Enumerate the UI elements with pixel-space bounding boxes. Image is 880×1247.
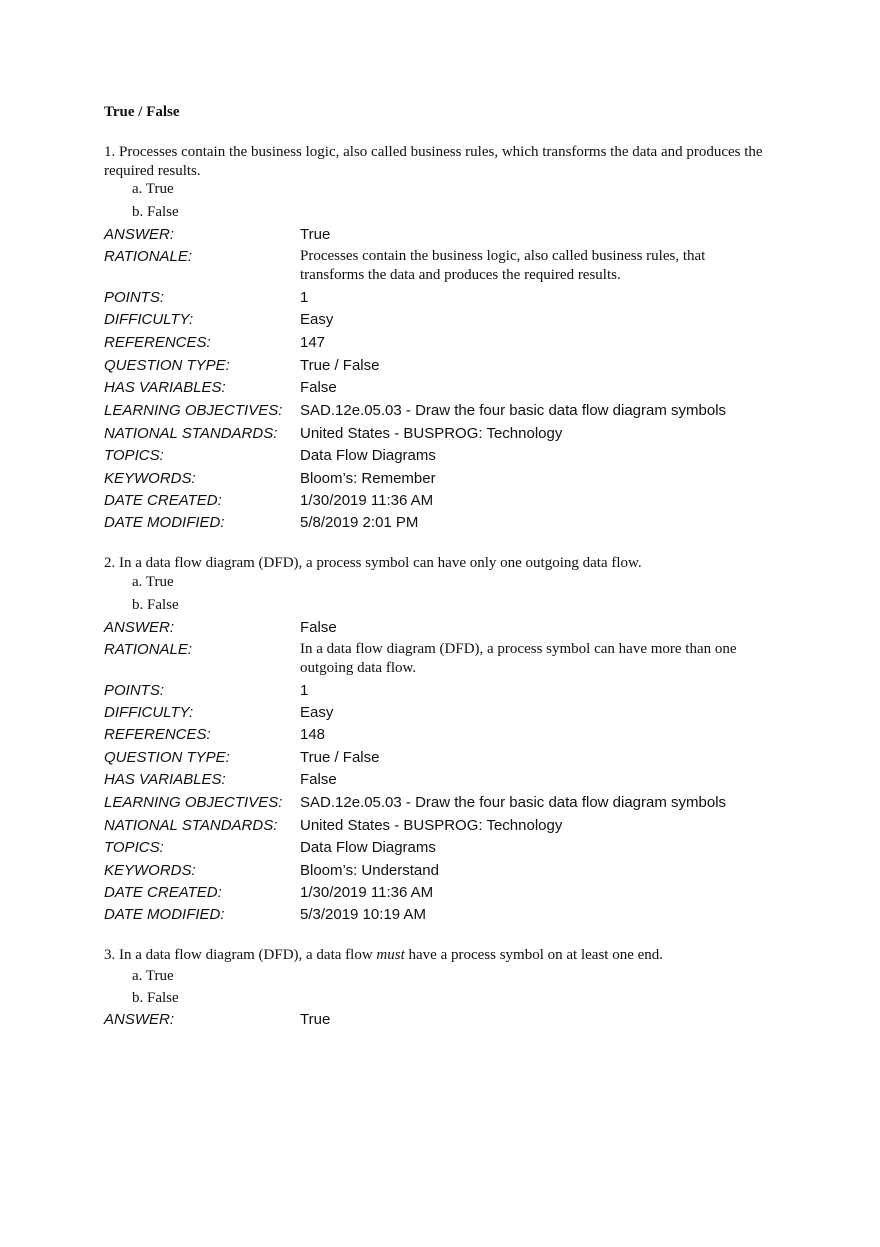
question-2-national-standards-row — [104, 815, 804, 837]
difficulty-value: Easy — [300, 311, 334, 328]
question-2-difficulty-row — [104, 702, 804, 724]
date-created-label: DATE CREATED: — [104, 884, 222, 901]
question-1-question-type-row — [104, 355, 804, 377]
national-standards-label: NATIONAL STANDARDS: — [104, 425, 278, 442]
question-2-answer-row — [104, 617, 804, 639]
national-standards-value: United States - BUSPROG: Technology — [300, 425, 563, 442]
date-created-value: 1/30/2019 11:36 AM — [300, 492, 434, 509]
question-type-label: QUESTION TYPE: — [104, 749, 230, 766]
national-standards-label: NATIONAL STANDARDS: — [104, 817, 278, 834]
answer-value: True — [300, 226, 331, 243]
question-3-choice-a: a. True — [132, 968, 174, 984]
rationale-value: In a data flow diagram (DFD), a process symbol can have more than one outgoing data flow. — [300, 641, 737, 676]
references-value: 148 — [300, 726, 326, 743]
question-3-choice-b: b. False — [132, 990, 179, 1006]
question-2-references-row — [104, 724, 804, 746]
learning-objectives-label: LEARNING OBJECTIVES: — [104, 794, 283, 811]
date-modified-value: 5/8/2019 2:01 PM — [300, 514, 419, 531]
question-2-has-variables-row — [104, 769, 804, 791]
question-3-text — [104, 946, 794, 965]
topics-value: Data Flow Diagrams — [300, 447, 436, 464]
question-1-topics-row — [104, 445, 804, 467]
question-type-label: QUESTION TYPE: — [104, 357, 230, 374]
topics-value: Data Flow Diagrams — [300, 839, 436, 856]
question-1-rationale-row — [104, 246, 804, 288]
question-1-choice-a: a. True — [132, 181, 174, 197]
question-3-text-emphasis: must — [376, 947, 405, 963]
references-value: 147 — [300, 334, 326, 351]
rationale-label: RATIONALE: — [104, 248, 193, 265]
question-3-answer-row — [104, 1009, 804, 1031]
learning-objectives-value: SAD.12e.05.03 - Draw the four basic data flow diagram symbols — [300, 402, 727, 419]
question-1-has-variables-row — [104, 377, 804, 399]
keywords-label: KEYWORDS: — [104, 470, 196, 487]
question-2-text: 2. In a data flow diagram (DFD), a process symbol can have only one outgoing data flow. — [104, 555, 642, 571]
points-label: POINTS: — [104, 682, 165, 699]
references-label: REFERENCES: — [104, 726, 211, 743]
has-variables-label: HAS VARIABLES: — [104, 771, 226, 788]
question-3-text-after: have a process symbol on at least one end. — [404, 947, 664, 963]
question-1-learning-objectives-row — [104, 400, 804, 422]
question-1-date-created-row — [104, 490, 804, 512]
has-variables-value: False — [300, 379, 337, 396]
difficulty-label: DIFFICULTY: — [104, 311, 194, 328]
question-2-points-row — [104, 680, 804, 702]
question-2-date-created-row — [104, 882, 804, 904]
question-2-rationale-row — [104, 639, 804, 681]
difficulty-value: Easy — [300, 704, 334, 721]
question-3-text-before: 3. In a data flow diagram (DFD), a data flow — [104, 947, 377, 963]
topics-label: TOPICS: — [104, 447, 164, 464]
answer-value: False — [300, 619, 337, 636]
question-1-text: 1. Processes contain the business logic, also called business rules, which transforms the data and produces the required results. — [104, 144, 763, 179]
keywords-value: Bloom’s: Understand — [300, 862, 439, 879]
keywords-label: KEYWORDS: — [104, 862, 196, 879]
rationale-label: RATIONALE: — [104, 641, 193, 658]
keywords-value: Bloom’s: Remember — [300, 470, 436, 487]
answer-value: True — [300, 1011, 331, 1028]
difficulty-label: DIFFICULTY: — [104, 704, 194, 721]
question-2-learning-objectives-row — [104, 792, 804, 814]
references-label: REFERENCES: — [104, 334, 211, 351]
national-standards-value: United States - BUSPROG: Technology — [300, 817, 563, 834]
question-2-choice-a: a. True — [132, 574, 174, 590]
question-2-choice-b: b. False — [132, 597, 179, 613]
rationale-value: Processes contain the business logic, also called business rules, that transforms the data and produces the required results. — [300, 248, 706, 283]
question-1-keywords-row — [104, 468, 804, 490]
points-value: 1 — [300, 289, 309, 306]
answer-label: ANSWER: — [104, 226, 175, 243]
question-1-choice-b: b. False — [132, 204, 179, 220]
date-modified-value: 5/3/2019 10:19 AM — [300, 906, 426, 923]
answer-label: ANSWER: — [104, 1011, 175, 1028]
question-2-date-modified-row — [104, 904, 804, 926]
has-variables-value: False — [300, 771, 337, 788]
points-value: 1 — [300, 682, 309, 699]
date-created-label: DATE CREATED: — [104, 492, 222, 509]
question-1-difficulty-row — [104, 309, 804, 331]
question-1-date-modified-row — [104, 512, 804, 534]
learning-objectives-value: SAD.12e.05.03 - Draw the four basic data flow diagram symbols — [300, 794, 727, 811]
question-1-answer-row — [104, 224, 804, 246]
question-1-national-standards-row — [104, 423, 804, 445]
question-2-topics-row — [104, 837, 804, 859]
date-created-value: 1/30/2019 11:36 AM — [300, 884, 434, 901]
topics-label: TOPICS: — [104, 839, 164, 856]
has-variables-label: HAS VARIABLES: — [104, 379, 226, 396]
question-1-references-row — [104, 332, 804, 354]
section-title: True / False — [104, 104, 180, 120]
answer-label: ANSWER: — [104, 619, 175, 636]
points-label: POINTS: — [104, 289, 165, 306]
date-modified-label: DATE MODIFIED: — [104, 514, 225, 531]
question-2-keywords-row — [104, 860, 804, 882]
question-type-value: True / False — [300, 749, 380, 766]
learning-objectives-label: LEARNING OBJECTIVES: — [104, 402, 283, 419]
date-modified-label: DATE MODIFIED: — [104, 906, 225, 923]
question-1-points-row — [104, 287, 804, 309]
question-type-value: True / False — [300, 357, 380, 374]
question-2-question-type-row — [104, 747, 804, 769]
